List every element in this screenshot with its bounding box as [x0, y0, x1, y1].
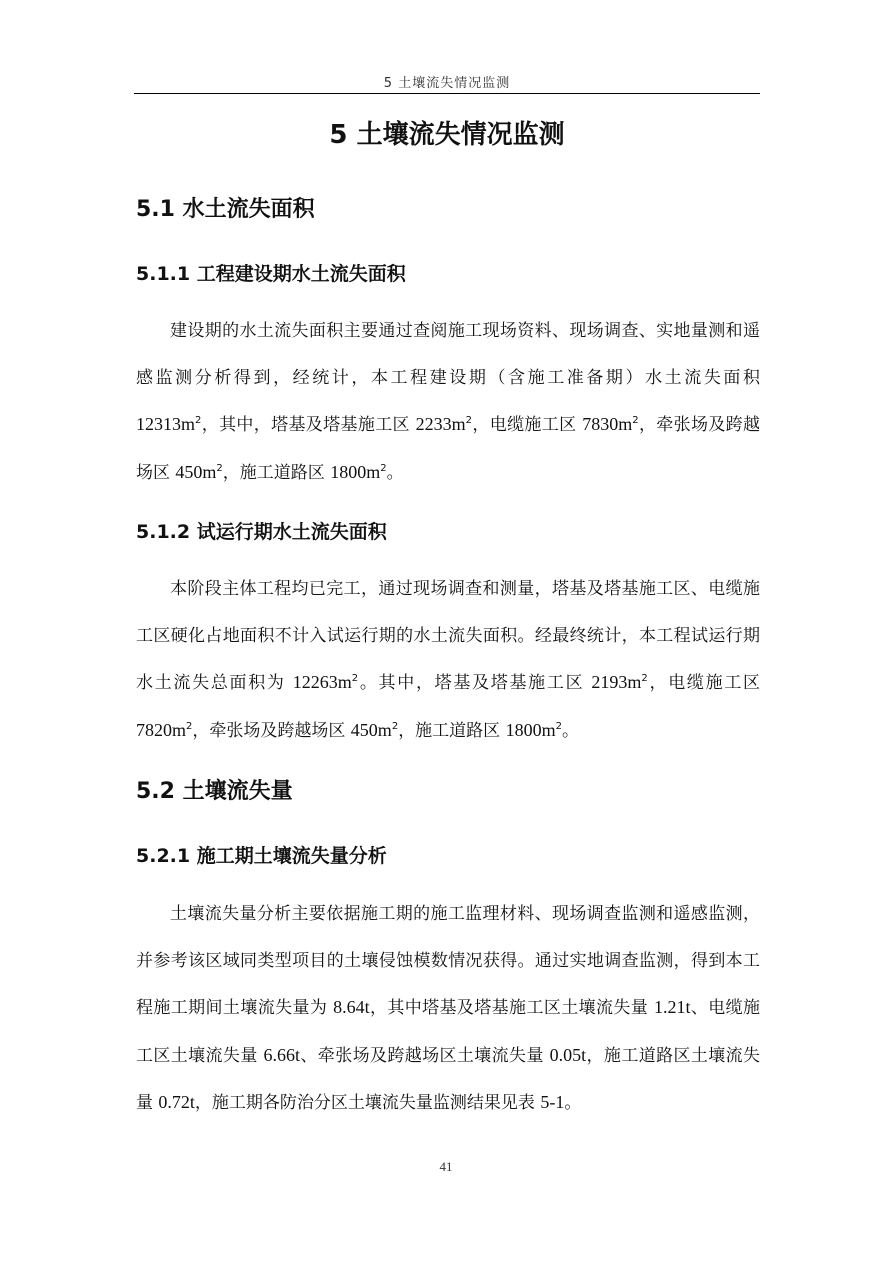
section-title-5-2: 5.2 土壤流失量: [136, 779, 293, 804]
page-number: 41: [439, 1159, 453, 1174]
paragraph-construction-area: 建设期的水土流失面积主要通过查阅施工现场资料、现场调查、实地量测和遥感监测分析得到，经统计，本工程建设期（含施工准备期）水土流失面积$12313m^2$，其中，塔基及塔基施工区 $2233m^2$，电缆施工区 $7830m^2$，牵张场及跨越场区 $450m^2$，施工道路区 $1800m^2$。: [136, 321, 761, 483]
paragraph-trial-operation-area: 本阶段主体工程均已完工，通过现场调查和测量，塔基及塔基施工区、电缆施工区硬化占地面积不计入试运行期的水土流失面积。经最终统计，本工程试运行期水土流失总面积为 $12263m^2$。其中，塔基及塔基施工区 $2193m^2$，电缆施工区$7820m^2$，牵张场及跨越场区 $450m^2$，施工道路区 $1800m^2$。: [136, 579, 761, 741]
header-rule: [134, 93, 760, 94]
chapter-title: 5 土壤流失情况监测: [329, 120, 565, 150]
subsection-title-5-2-1: 5.2.1 施工期土壤流失量分析: [136, 845, 387, 867]
subsection-title-5-1-2: 5.1.2 试运行期水土流失面积: [136, 521, 387, 543]
running-header: 5 土壤流失情况监测: [383, 76, 511, 91]
subsection-title-5-1-1: 5.1.1 工程建设期水土流失面积: [136, 263, 406, 285]
section-title-5-1: 5.1 水土流失面积: [136, 197, 315, 222]
paragraph-construction-soil-loss: 土壤流失量分析主要依据施工期的施工监理材料、现场调查监测和遥感监测，并参考该区域同类型项目的土壤侵蚀模数情况获得。通过实地调查监测，得到本工程施工期间土壤流失量为 8.64t，其中塔基及塔基施工区土壤流失量 1.21t、电缆施工区土壤流失量 6.66t、牵张场及跨越场区土壤流失量 0.05t，施工道路区土壤流失量 0.72t，施工期各防治分区土壤流失量监测结果见表 5-1。: [136, 904, 761, 1113]
